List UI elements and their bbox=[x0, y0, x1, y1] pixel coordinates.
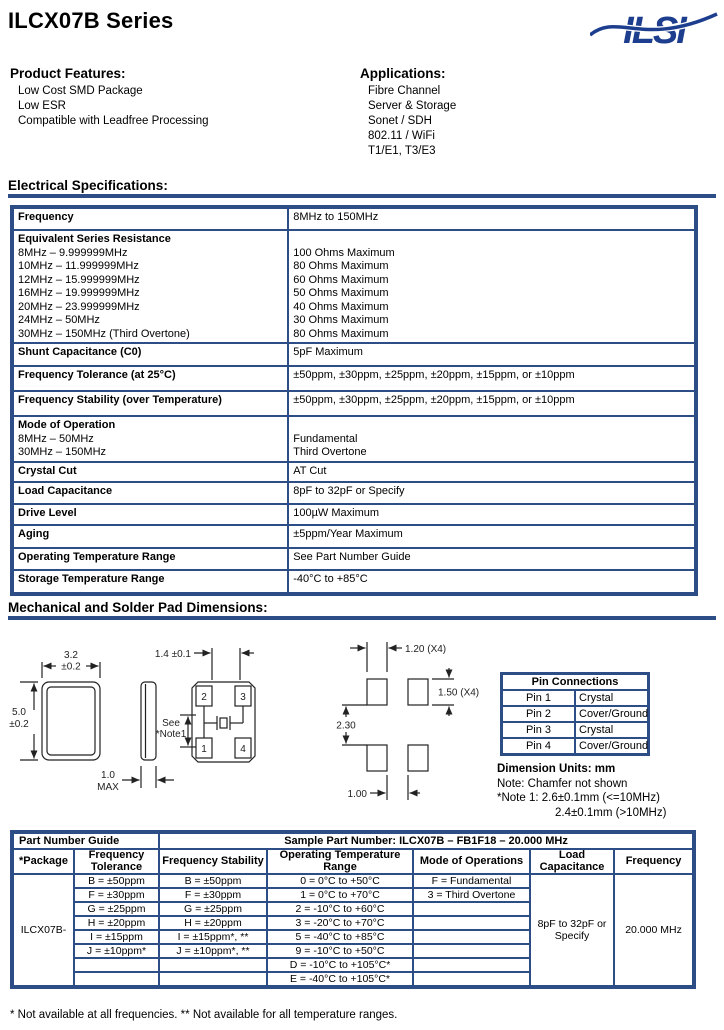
pin-connections-table bbox=[500, 672, 650, 756]
section-rule bbox=[8, 616, 716, 620]
temp-range-option: D = -10°C to +105°C* bbox=[267, 958, 413, 972]
applications bbox=[360, 66, 660, 159]
application-item: Sonet / SDH bbox=[368, 115, 432, 127]
spec-value: ±50ppm, ±30ppm, ±25ppm, ±20ppm, ±15ppm, or ±10ppm bbox=[288, 366, 696, 391]
package-drawing-icon bbox=[8, 622, 498, 822]
table-row bbox=[12, 230, 696, 343]
mode-option-empty bbox=[413, 958, 530, 972]
spec-value: 100µW Maximum bbox=[288, 504, 696, 525]
mode-option-empty bbox=[413, 902, 530, 916]
dim-body-height-tol: ±0.2 bbox=[9, 719, 29, 730]
logo-text: ILSI bbox=[623, 10, 685, 52]
pin-number: Pin 1 bbox=[502, 690, 576, 706]
tolerance-option: I = ±15ppm bbox=[74, 930, 159, 944]
spec-label: Frequency bbox=[12, 207, 288, 230]
temp-range-option: 9 = -10°C to +50°C bbox=[267, 944, 413, 958]
table-row bbox=[12, 207, 696, 230]
spec-label: Load Capacitance bbox=[12, 482, 288, 504]
feature-item: Compatible with Leadfree Processing bbox=[18, 115, 209, 127]
spec-label: Shunt Capacitance (C0) bbox=[12, 343, 288, 366]
dim-body-width-tol: ±0.2 bbox=[61, 661, 81, 673]
pin-number: Pin 2 bbox=[502, 706, 576, 722]
frequency-cell: 20.000 MHz bbox=[614, 874, 694, 987]
mode-option: 3 = Third Overtone bbox=[413, 888, 530, 902]
dim-land-height: 1.50 (X4) bbox=[438, 687, 480, 699]
pin-table-title: Pin Connections bbox=[502, 674, 649, 691]
stability-option-empty bbox=[159, 972, 267, 987]
page-title: ILCX07B Series bbox=[8, 8, 174, 33]
pin-function: Crystal bbox=[575, 690, 649, 706]
stability-option: I = ±15ppm*, ** bbox=[159, 930, 267, 944]
spec-label: Drive Level bbox=[12, 504, 288, 525]
dim-thickness: 1.0 bbox=[101, 770, 115, 781]
spec-label: Crystal Cut bbox=[12, 462, 288, 482]
table-row bbox=[12, 504, 696, 525]
temp-range-option: 0 = 0°C to +50°C bbox=[267, 874, 413, 888]
table-row bbox=[12, 525, 696, 548]
pad-number-3: 3 bbox=[240, 692, 246, 703]
temp-range-option: E = -40°C to +105°C* bbox=[267, 972, 413, 987]
package-cell: ILCX07B- bbox=[12, 874, 74, 987]
table-row bbox=[12, 462, 696, 482]
chamfer-note: Note: Chamfer not shown bbox=[497, 777, 628, 790]
mode-option-empty bbox=[413, 944, 530, 958]
spec-label: Aging bbox=[12, 525, 288, 548]
temp-range-option: 1 = 0°C to +70°C bbox=[267, 888, 413, 902]
table-row bbox=[12, 366, 696, 391]
spec-label: Operating Temperature Range bbox=[12, 548, 288, 570]
spec-value: 100 Ohms Maximum 80 Ohms Maximum 60 Ohms Maximum 50 Ohms Maximum 40 Ohms Maximum 30 Ohms Maximum 80 Ohms Maximum bbox=[288, 230, 696, 343]
spec-value: Fundamental Third Overtone bbox=[288, 416, 696, 462]
mechanical-drawing bbox=[8, 622, 498, 822]
pin-function: Crystal bbox=[575, 722, 649, 738]
pin-function: Cover/Ground bbox=[575, 706, 649, 722]
stability-option: B = ±50ppm bbox=[159, 874, 267, 888]
spec-value: 5pF Maximum bbox=[288, 343, 696, 366]
application-item: Fibre Channel bbox=[368, 85, 441, 97]
mode-option-empty bbox=[413, 916, 530, 930]
spec-value: 8pF to 32pF or Specify bbox=[288, 482, 696, 504]
dim-pad: 1.4 ±0.1 bbox=[154, 649, 191, 660]
spec-value: See Part Number Guide bbox=[288, 548, 696, 570]
stability-option: J = ±10ppm*, ** bbox=[159, 944, 267, 958]
dim-land-gap: 1.00 bbox=[347, 789, 367, 800]
note1: *Note 1: 2.6±0.1mm (<=10MHz) bbox=[497, 792, 660, 804]
mechanical-heading: Mechanical and Solder Pad Dimensions: bbox=[8, 600, 268, 615]
table-row bbox=[12, 343, 696, 366]
temp-range-option: 3 = -20°C to +70°C bbox=[267, 916, 413, 930]
dimension-notes bbox=[497, 762, 722, 820]
spec-value: 8MHz to 150MHz bbox=[288, 207, 696, 230]
part-number-guide-table bbox=[10, 830, 696, 989]
spec-value: AT Cut bbox=[288, 462, 696, 482]
spec-value: ±5ppm/Year Maximum bbox=[288, 525, 696, 548]
col-header-load-cap: Load Capacitance bbox=[530, 849, 614, 874]
feature-item: Low Cost SMD Package bbox=[18, 85, 143, 97]
table-row bbox=[12, 570, 696, 594]
tolerance-option: F = ±30ppm bbox=[74, 888, 159, 902]
col-header-package: *Package bbox=[12, 849, 74, 874]
table-row bbox=[12, 482, 696, 504]
applications-heading: Applications: bbox=[360, 66, 446, 81]
ilsi-logo bbox=[590, 2, 718, 54]
spec-label: Mode of Operation 8MHz – 50MHz 30MHz – 150MHz bbox=[12, 416, 288, 462]
tolerance-option: G = ±25ppm bbox=[74, 902, 159, 916]
col-header-frequency: Frequency bbox=[614, 849, 694, 874]
mode-option-empty bbox=[413, 930, 530, 944]
see-note-label: See bbox=[162, 718, 180, 729]
feature-item: Low ESR bbox=[18, 100, 66, 112]
dim-thickness-max: MAX bbox=[97, 782, 119, 793]
application-item: 802.11 / WiFi bbox=[368, 130, 435, 142]
tolerance-option: H = ±20ppm bbox=[74, 916, 159, 930]
table-row bbox=[502, 706, 649, 722]
table-row bbox=[502, 738, 649, 755]
mode-option-empty bbox=[413, 972, 530, 987]
electrical-heading: Electrical Specifications: bbox=[8, 178, 168, 193]
spec-value: -40°C to +85°C bbox=[288, 570, 696, 594]
temp-range-option: 5 = -40°C to +85°C bbox=[267, 930, 413, 944]
dim-land-width: 1.20 (X4) bbox=[405, 644, 447, 655]
table-row bbox=[12, 874, 694, 888]
col-header-stability: Frequency Stability bbox=[159, 849, 267, 874]
spec-label: Storage Temperature Range bbox=[12, 570, 288, 594]
table-row bbox=[12, 849, 694, 874]
pad-number-4: 4 bbox=[240, 744, 246, 755]
dim-body-height: 5.0 bbox=[12, 707, 26, 718]
table-row bbox=[502, 690, 649, 706]
spec-value: ±50ppm, ±30ppm, ±25ppm, ±20ppm, ±15ppm, or ±10ppm bbox=[288, 391, 696, 416]
tolerance-option-empty bbox=[74, 958, 159, 972]
col-header-temp-range: Operating Temperature Range bbox=[267, 849, 413, 874]
spec-label: Frequency Tolerance (at 25°C) bbox=[12, 366, 288, 391]
table-row bbox=[502, 722, 649, 738]
temp-range-option: 2 = -10°C to +60°C bbox=[267, 902, 413, 916]
table-row bbox=[502, 674, 649, 691]
application-item: Server & Storage bbox=[368, 100, 457, 112]
guide-title: Part Number Guide bbox=[12, 832, 159, 849]
dim-body-width: 3.2 bbox=[64, 650, 78, 661]
spec-label: Equivalent Series Resistance 8MHz – 9.999999MHz 10MHz – 11.999999MHz 12MHz – 15.999999MHz 16MHz – 19.999999MHz 20MHz – 23.999999MHz 24MHz – 50MHz 30MHz – 150MHz (Third Overtone) bbox=[12, 230, 288, 343]
ilsi-logo-icon bbox=[590, 2, 718, 54]
col-header-mode: Mode of Operations bbox=[413, 849, 530, 874]
footnote: * Not available at all frequencies. ** Not available for all temperature ranges. bbox=[10, 1009, 398, 1021]
table-row bbox=[12, 832, 694, 849]
stability-option: F = ±30ppm bbox=[159, 888, 267, 902]
pin-number: Pin 3 bbox=[502, 722, 576, 738]
table-row bbox=[12, 391, 696, 416]
product-features bbox=[10, 66, 340, 129]
dim-land-vertical: 2.30 bbox=[336, 720, 356, 732]
section-rule bbox=[8, 194, 716, 198]
application-item: T1/E1, T3/E3 bbox=[368, 145, 436, 157]
sample-part-number: Sample Part Number: ILCX07B – FB1F18 – 20.000 MHz bbox=[159, 832, 694, 849]
stability-option-empty bbox=[159, 958, 267, 972]
load-cap-cell: 8pF to 32pF or Specify bbox=[530, 874, 614, 987]
see-note-ref: *Note1 bbox=[155, 729, 187, 740]
tolerance-option: B = ±50ppm bbox=[74, 874, 159, 888]
stability-option: H = ±20ppm bbox=[159, 916, 267, 930]
pin-number: Pin 4 bbox=[502, 738, 576, 755]
tolerance-option-empty bbox=[74, 972, 159, 987]
electrical-spec-table bbox=[10, 205, 698, 596]
table-row bbox=[12, 548, 696, 570]
note1-cont: 2.4±0.1mm (>10MHz) bbox=[555, 806, 667, 819]
pin-function: Cover/Ground bbox=[575, 738, 649, 755]
pad-number-2: 2 bbox=[201, 692, 207, 703]
units-note: Dimension Units: mm bbox=[497, 763, 616, 775]
mode-option: F = Fundamental bbox=[413, 874, 530, 888]
tolerance-option: J = ±10ppm* bbox=[74, 944, 159, 958]
pad-number-1: 1 bbox=[201, 744, 207, 755]
features-heading: Product Features: bbox=[10, 66, 126, 81]
spec-label: Frequency Stability (over Temperature) bbox=[12, 391, 288, 416]
table-row bbox=[12, 416, 696, 462]
stability-option: G = ±25ppm bbox=[159, 902, 267, 916]
col-header-tolerance: Frequency Tolerance bbox=[74, 849, 159, 874]
